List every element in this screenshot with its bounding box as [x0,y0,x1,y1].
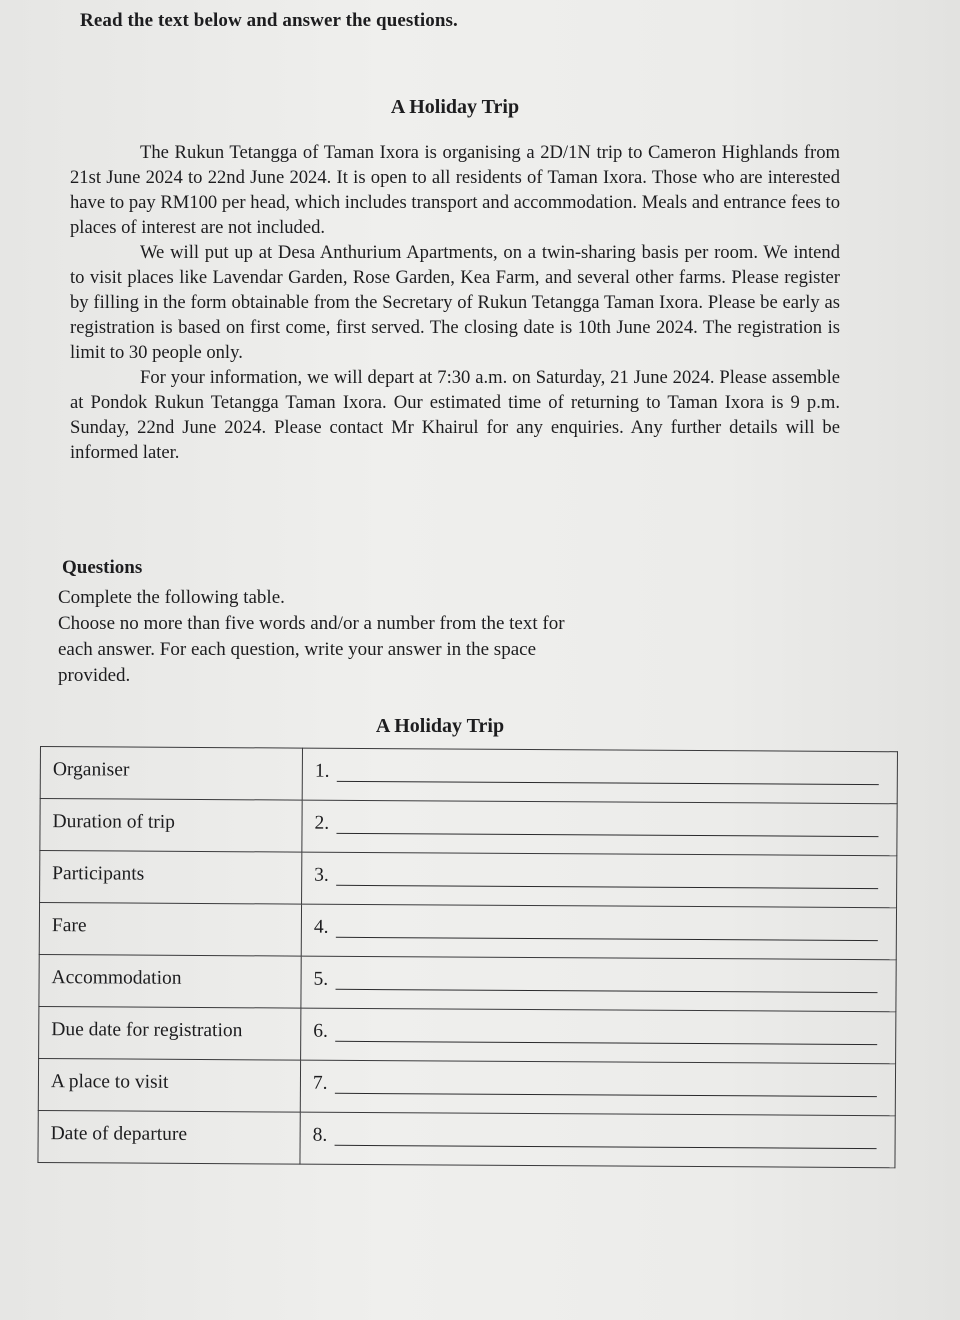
table-row [39,1006,896,1063]
questions-instructions [58,585,658,689]
answer-number: 2. [314,812,330,834]
passage-paragraph-1: The Rukun Tetangga of Taman Ixora is organising a 2D/1N trip to Cameron Highlands from 21st June 2024 to 22nd June 2024. It is open to all residents of Taman Ixora. Those who are interested have to pay RM100 per head, which includes transport and accommodation. Meals and entrance fees to places of interest are not included. [70,142,840,238]
answer-number: 8. [312,1124,328,1146]
passage-body [70,140,840,465]
questions-line-1: Complete the following table. [58,587,285,608]
row-label-duration: Duration of trip [40,799,302,853]
row-label-place-to-visit: A place to visit [38,1058,300,1112]
answer-cell-3[interactable] [302,852,897,908]
answer-cell-4[interactable] [301,904,896,960]
passage-paragraph-3: For your information, we will depart at 7:30 a.m. on Saturday, 21 June 2024. Please assemble at Pondok Rukun Tetangga Taman Ixora. Our estimated time of returning to Taman Ixora is 9 p.m. Sunday, 22nd June 2024. Please contact Mr Khairul for any enquiries. Any further details will be informed later. [70,367,840,463]
table-title: A Holiday Trip [375,715,505,737]
answer-blank-line[interactable] [335,1093,877,1097]
answer-number: 4. [313,916,329,938]
answer-cell-2[interactable] [302,800,897,856]
answer-number: 7. [312,1072,328,1094]
answer-blank-line[interactable] [337,781,879,785]
row-label-accommodation: Accommodation [39,954,301,1008]
table-row [40,747,897,804]
answer-blank-line[interactable] [336,989,878,993]
passage-paragraph-2: We will put up at Desa Anthurium Apartments, on a twin-sharing basis per room. We intend to visit places like Lavendar Garden, Rose Garden, Kea Farm, and several other farms. Please register by filling in the form obtainable from the Secretary of Rukun Tetangga Taman Ixora. Please be early as registration is based on first come, first served. The closing date is 10th June 2024. The registration is limit to 30 people only. [70,242,840,363]
answer-table [37,746,898,1168]
answer-blank-line[interactable] [336,937,878,941]
questions-line-3: each answer. For each question, write your answer in the space [58,639,536,660]
row-label-organiser: Organiser [40,747,302,801]
table-row [40,851,897,908]
passage-title: A Holiday Trip [390,96,520,118]
questions-heading: Questions [62,557,143,578]
answer-number: 5. [313,968,329,990]
row-label-participants: Participants [40,851,302,905]
table-row [40,799,897,856]
answer-blank-line[interactable] [336,833,878,837]
table-row [39,954,896,1011]
answer-cell-7[interactable] [300,1060,895,1116]
table-row [39,903,896,960]
row-label-due-date: Due date for registration [39,1006,301,1060]
table-row [38,1058,895,1115]
row-label-fare: Fare [39,903,301,957]
answer-cell-8[interactable] [300,1112,895,1168]
answer-cell-5[interactable] [301,956,896,1012]
questions-line-4: provided. [58,665,131,686]
row-label-departure-date: Date of departure [38,1110,300,1164]
answer-cell-1[interactable] [302,748,897,804]
answer-number: 3. [314,864,329,886]
answer-number: 6. [313,1020,328,1042]
answer-cell-6[interactable] [301,1008,896,1064]
answer-blank-line[interactable] [336,885,878,889]
table-row [38,1110,895,1167]
answer-number: 1. [314,760,330,782]
questions-line-2: Choose no more than five words and/or a number from the text for [58,613,565,634]
instruction-text: Read the text below and answer the questions. [80,10,458,31]
answer-blank-line[interactable] [335,1041,877,1045]
answer-blank-line[interactable] [335,1145,877,1149]
